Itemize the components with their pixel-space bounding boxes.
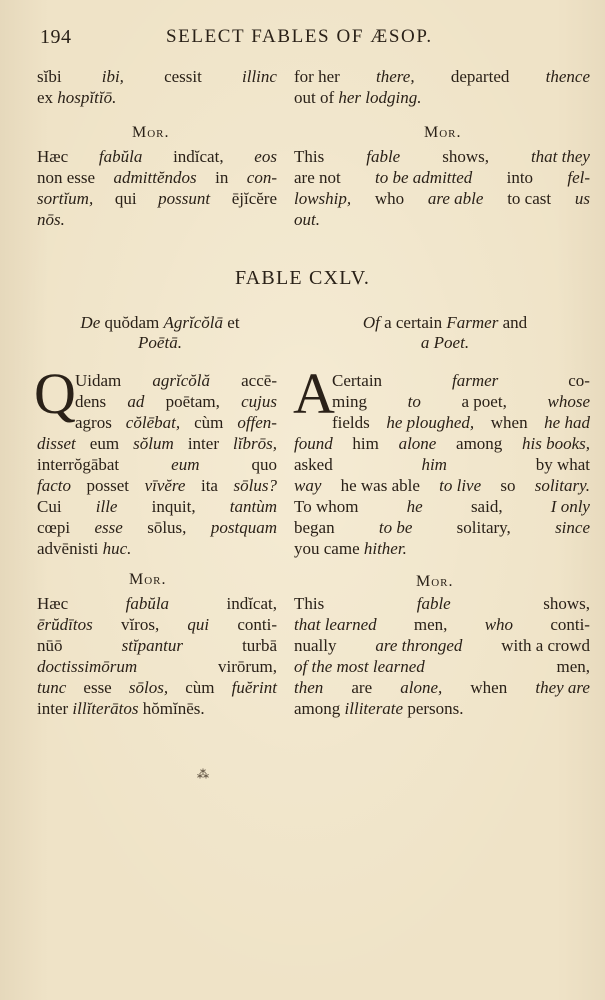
text-segment: vĭros, [116, 615, 164, 634]
text-segment: quo [247, 455, 277, 474]
text-segment: dens [75, 392, 111, 411]
text-segment: lowship, [294, 189, 352, 208]
text-line [294, 698, 590, 719]
text-segment: persons. [403, 699, 464, 718]
text-line [294, 614, 590, 635]
text-segment: Cui [37, 497, 66, 516]
text-line [37, 517, 277, 538]
prev-latin-text [37, 66, 277, 108]
text-segment: con- [246, 168, 277, 187]
text-segment: shows, [437, 147, 494, 166]
text-segment: to [407, 392, 421, 411]
english-drop-cap: A [293, 361, 335, 426]
text-segment: sŏlum [133, 434, 174, 453]
text-segment: nōs. [37, 210, 65, 229]
text-segment: indĭcat, [168, 147, 228, 166]
text-segment: began [294, 518, 339, 537]
text-line [37, 698, 277, 719]
text-segment: he had [544, 413, 590, 432]
text-segment: stĭpantur [121, 636, 183, 655]
text-segment: inter [183, 434, 224, 453]
text-line [37, 167, 277, 188]
text-line [294, 188, 590, 209]
text-segment: to be admitted [375, 168, 473, 187]
text-segment: accē- [236, 371, 277, 390]
subtitle-line [40, 313, 280, 333]
text-segment: virōrum, [213, 657, 277, 676]
text-segment: eum [171, 455, 200, 474]
subtitle-segment: De [80, 313, 101, 332]
text-segment: fields [332, 413, 375, 432]
latin-drop-cap: Q [34, 361, 76, 426]
text-line [37, 475, 277, 496]
text-line [294, 517, 590, 538]
text-segment: fuĕrint [231, 678, 277, 697]
text-segment: out of [294, 88, 339, 107]
text-segment: with a crowd [496, 636, 590, 655]
text-segment: solitary, [452, 518, 516, 537]
text-line [37, 593, 277, 614]
subtitle-line [305, 313, 585, 333]
text-segment: out. [294, 210, 320, 229]
text-segment: nūō [37, 636, 67, 655]
text-line [294, 656, 590, 677]
text-segment: inquit, [147, 497, 200, 516]
english-subtitle [305, 313, 585, 353]
text-line [75, 391, 277, 412]
text-segment: This [294, 147, 329, 166]
text-segment: sōlus? [233, 476, 277, 495]
page-number: 194 [40, 26, 72, 48]
text-segment: ming [332, 392, 372, 411]
text-segment: found [294, 434, 333, 453]
text-segment: fel- [567, 168, 590, 187]
text-segment: whose [547, 392, 590, 411]
text-line [294, 635, 590, 656]
text-segment: that they [530, 147, 590, 166]
text-segment: doctissimōrum [37, 657, 138, 676]
text-segment: men, [552, 657, 590, 676]
text-segment: illĭterātos [72, 699, 139, 718]
subtitle-line [305, 333, 585, 353]
text-line [294, 538, 590, 559]
text-segment: shows, [538, 594, 590, 613]
text-segment: solitary. [534, 476, 590, 495]
text-segment: inter [37, 699, 73, 718]
text-segment: he ploughed, [386, 413, 475, 432]
text-segment: eos [254, 147, 277, 166]
text-segment: there, [376, 67, 415, 86]
text-line [37, 146, 277, 167]
latin-moral-heading: Mor. [129, 571, 167, 588]
text-segment: poētam, [161, 392, 225, 411]
prev-english-moral [294, 146, 590, 230]
latin-subtitle [40, 313, 280, 353]
text-segment: him [348, 434, 384, 453]
subtitle-segment: Farmer [446, 313, 499, 332]
ink-mark: ⁂ [197, 767, 209, 781]
text-segment: into [502, 168, 538, 187]
text-segment: who [370, 189, 409, 208]
text-segment: when [466, 678, 512, 697]
text-segment: esse [79, 678, 116, 697]
text-line [294, 677, 590, 698]
text-segment: alone [398, 434, 437, 453]
text-segment: ita [196, 476, 223, 495]
text-segment: ad [127, 392, 145, 411]
text-line [37, 454, 277, 475]
text-segment: sortĭum, [37, 189, 94, 208]
text-segment: he was able [336, 476, 425, 495]
text-line [332, 370, 590, 391]
text-segment: sōlos, [128, 678, 169, 697]
subtitle-segment: Of [362, 313, 380, 332]
text-segment: cùm [189, 413, 228, 432]
prev-english-moral-heading: Mor. [424, 124, 462, 141]
text-line [37, 635, 277, 656]
prev-latin-moral [37, 146, 277, 230]
page-header [40, 26, 570, 56]
subtitle-segment: Agrĭcŏlā [163, 313, 224, 332]
text-segment: to live [439, 476, 482, 495]
text-segment: farmer [452, 371, 499, 390]
text-segment: agrĭcŏlă [152, 371, 211, 390]
text-segment: lĭbrōs, [233, 434, 277, 453]
text-segment: her lodging. [338, 88, 422, 107]
text-line [37, 209, 277, 230]
text-segment: sōlus, [142, 518, 191, 537]
text-segment: then [294, 678, 324, 697]
text-segment: are [347, 678, 377, 697]
text-segment: interrŏgābat [37, 455, 124, 474]
text-segment: tunc [37, 678, 67, 697]
text-segment: Uidam [75, 371, 126, 390]
text-segment: hither. [363, 539, 407, 558]
text-segment: esse [94, 518, 123, 537]
text-segment: hospĭtĭō. [57, 88, 117, 107]
text-line [37, 66, 277, 87]
text-line [37, 433, 277, 454]
text-segment: cŏlēbat, [125, 413, 181, 432]
text-segment: admittĕndos [113, 168, 197, 187]
text-segment: disset [37, 434, 76, 453]
text-line [294, 454, 590, 475]
text-segment: cœpi [37, 518, 75, 537]
text-segment: who [484, 615, 514, 634]
subtitle-segment: a Poet. [420, 333, 470, 352]
text-segment: ille [95, 497, 118, 516]
text-segment: vīvĕre [144, 476, 186, 495]
text-segment: men, [409, 615, 452, 634]
text-segment: co- [564, 371, 590, 390]
text-line [294, 209, 590, 230]
text-segment: by what [531, 455, 590, 474]
text-line [75, 412, 277, 433]
text-segment: indĭcat, [222, 594, 277, 613]
text-segment: in [210, 168, 233, 187]
text-segment: Certain [332, 371, 387, 390]
text-segment: ex [37, 88, 58, 107]
text-segment: This [294, 594, 329, 613]
text-segment: To whom [294, 497, 363, 516]
subtitle-segment: quŏdam [100, 313, 164, 332]
text-segment: that learned [294, 615, 377, 634]
text-segment: thence [545, 67, 590, 86]
text-line [294, 87, 590, 108]
text-segment: alone, [400, 678, 443, 697]
text-segment: possunt [158, 189, 211, 208]
prev-english-text [294, 66, 590, 108]
text-segment: I only [550, 497, 590, 516]
fable-title: FABLE CXLV. [234, 267, 371, 289]
text-segment: non esse [37, 168, 100, 187]
text-segment: us [574, 189, 590, 208]
text-segment: to cast [502, 189, 556, 208]
text-segment: his books, [522, 434, 590, 453]
latin-moral [37, 593, 277, 719]
text-segment: he [406, 497, 423, 516]
text-segment: illiterate [344, 699, 404, 718]
subtitle-segment: and [498, 313, 528, 332]
text-segment: they are [535, 678, 590, 697]
text-line [332, 412, 590, 433]
text-line [294, 66, 590, 87]
text-segment: qui [187, 615, 210, 634]
subtitle-segment: a certain [379, 313, 447, 332]
text-segment: eum [85, 434, 124, 453]
subtitle-segment: Poētā. [138, 333, 182, 352]
text-line [37, 677, 277, 698]
text-segment: tantùm [229, 497, 277, 516]
text-line [37, 656, 277, 677]
text-segment: are not [294, 168, 345, 187]
text-segment: Hæc [37, 594, 73, 613]
text-segment: conti- [233, 615, 277, 634]
text-segment: asked [294, 455, 337, 474]
text-line [294, 496, 590, 517]
text-segment: a poet, [457, 392, 512, 411]
text-segment: are thronged [375, 636, 463, 655]
text-segment: postquam [210, 518, 277, 537]
text-segment: fabŭla [98, 147, 143, 166]
text-line [37, 614, 277, 635]
text-segment: cessit [159, 67, 207, 86]
english-moral-heading: Mor. [416, 573, 454, 590]
text-segment: you came [294, 539, 364, 558]
english-fable-body [294, 370, 590, 559]
text-segment: turbā [237, 636, 277, 655]
text-segment: hŏmĭnēs. [138, 699, 205, 718]
text-segment: are able [427, 189, 484, 208]
running-head: SELECT FABLES OF ÆSOP. [166, 26, 433, 47]
text-segment: to be [378, 518, 413, 537]
text-segment: fabŭla [125, 594, 170, 613]
text-segment: him [421, 455, 447, 474]
text-line [294, 475, 590, 496]
text-line [332, 391, 590, 412]
text-segment: said, [466, 497, 507, 516]
text-segment: qui [110, 189, 141, 208]
text-segment: ējĭcĕre [227, 189, 277, 208]
text-segment: sĭbi [37, 67, 66, 86]
text-line [37, 538, 277, 559]
text-segment: facto [37, 476, 71, 495]
text-segment: since [555, 518, 590, 537]
text-line [294, 167, 590, 188]
text-segment: advēnisti [37, 539, 103, 558]
text-segment: Hæc [37, 147, 73, 166]
text-line [294, 146, 590, 167]
text-segment: way [294, 476, 322, 495]
text-segment: among [294, 699, 345, 718]
subtitle-line [40, 333, 280, 353]
text-segment: huc. [102, 539, 132, 558]
text-line [37, 87, 277, 108]
text-segment: posset [82, 476, 134, 495]
text-segment: among [451, 434, 507, 453]
text-line [294, 593, 590, 614]
text-segment: cùm [180, 678, 219, 697]
text-segment: ibi, [101, 67, 124, 86]
latin-fable-body [37, 370, 277, 559]
english-moral [294, 593, 590, 719]
text-segment: when [486, 413, 532, 432]
prev-latin-moral-heading: Mor. [132, 124, 170, 141]
text-segment: conti- [546, 615, 590, 634]
text-segment: cujus [241, 392, 277, 411]
text-segment: ērŭdītos [37, 615, 93, 634]
text-segment: illinc [242, 67, 277, 86]
text-segment: nually [294, 636, 341, 655]
subtitle-segment: et [223, 313, 240, 332]
text-line [75, 370, 277, 391]
text-segment: so [496, 476, 520, 495]
text-segment: agros [75, 413, 117, 432]
text-segment: fable [366, 147, 401, 166]
text-line [37, 496, 277, 517]
text-segment: departed [446, 67, 514, 86]
text-segment: of the most learned [294, 657, 425, 676]
text-line [294, 433, 590, 454]
text-line [37, 188, 277, 209]
text-segment: for her [294, 67, 345, 86]
text-segment: fable [416, 594, 451, 613]
text-segment: offen- [237, 413, 277, 432]
